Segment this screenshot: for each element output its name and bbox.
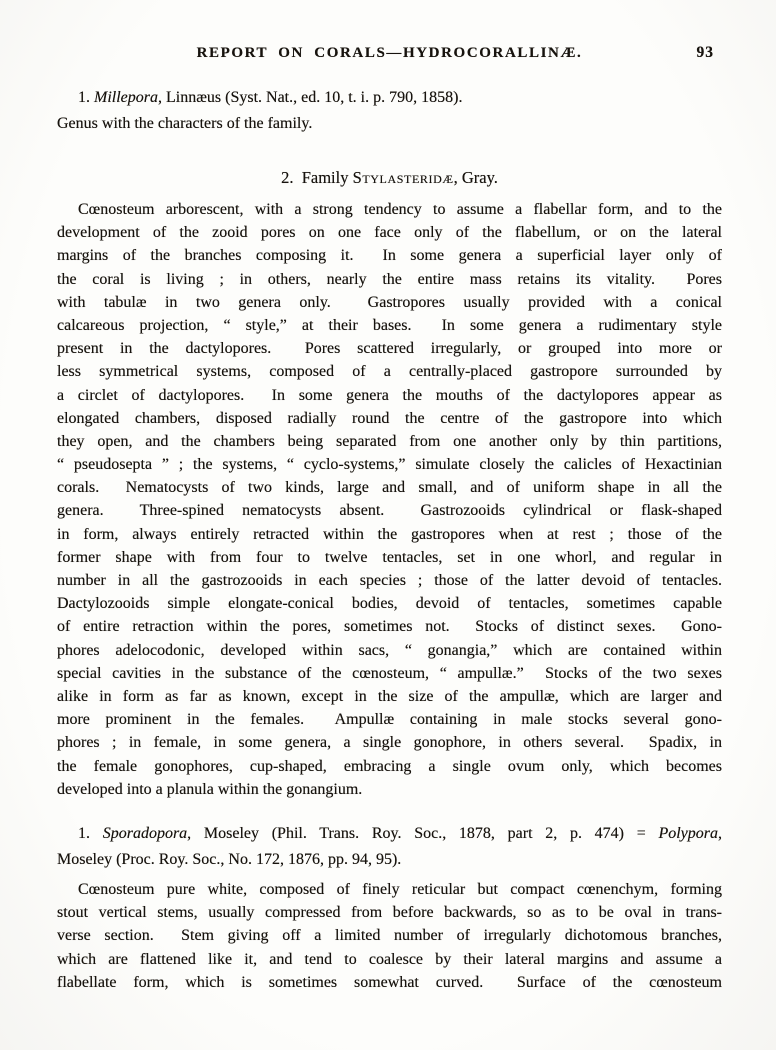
text-line: developed into a planula within the gonangium.: [57, 780, 363, 798]
text-line: present in the dactylopores. Pores scattered irregularly, or grouped into more or: [57, 340, 722, 358]
text-line: Dactylozooids simple elongate-conical bodies, devoid of tentacles, sometimes capable: [57, 595, 722, 613]
text-line: in form, always entirely retracted within the gastropores when at rest ; those of the: [57, 525, 722, 543]
text-line: phores adelocodonic, developed within sacs, “ gonangia,” which are contained within: [57, 641, 722, 659]
text-line: they open, and the chambers being separated from one another only by thin partitions,: [57, 432, 722, 450]
sporadopora-description: [57, 878, 722, 994]
family-heading: 2. Family Stylasteridæ, Gray.: [281, 168, 498, 187]
text-line: which are flattened like it, and tend to coalesce by their lateral margins and assume a: [57, 950, 722, 968]
text-line: Genus with the characters of the family.: [57, 114, 313, 132]
text-line: calcareous projection, “ style,” at their bases. In some genera a rudimentary style: [57, 316, 722, 334]
text-line: corals. Nematocysts of two kinds, large and small, and of uniform shape in all the: [57, 479, 722, 497]
running-head: [57, 44, 722, 62]
text-line: verse section. Stem giving off a limited number of irregularly dichotomous branches,: [57, 927, 722, 945]
text-line: less symmetrical systems, composed of a centrally-placed gastropore surrounded by: [57, 363, 722, 381]
text-line: elongated chambers, disposed radially round the centre of the gastropore into which: [57, 409, 722, 427]
text-line: development of the zooid pores on one face only of the flabellum, or on the lateral: [57, 224, 722, 242]
text-line: genera. Three-spined nematocysts absent. Gastrozooids cylindrical or flask-shaped: [57, 502, 722, 520]
text-line: special cavities in the substance of the cœnosteum, “ ampullæ.” Stocks of the two sexes: [57, 664, 722, 682]
text-line: stout vertical stems, usually compressed from before backwards, so as to be oval in trans-: [57, 904, 722, 922]
text-line: alike in form as far as known, except in the size of the ampullæ, which are larger and: [57, 687, 722, 705]
page-number: 93: [696, 44, 714, 61]
text-line: more prominent in the females. Ampullæ containing in male stocks several gono-: [57, 711, 722, 729]
text-line: phores ; in female, in some genera, a single gonophore, in others several. Spadix, in: [57, 734, 722, 752]
text-line: number in all the gastrozooids in each species ; those of the latter devoid of tentacles.: [57, 572, 722, 589]
text-line: flabellate form, which is sometimes somewhat curved. Surface of the cœnosteum: [57, 973, 722, 991]
text-line: margins of the branches composing it. In some genera a superficial layer only of: [57, 247, 722, 265]
text-line: the coral is living ; in others, nearly the entire mass retains its vitality. Pores: [57, 270, 722, 288]
text-line: a circlet of dactylopores. In some genera the mouths of the dactylopores appear as: [57, 386, 722, 404]
text-line: Cœnosteum arborescent, with a strong tendency to assume a flabellar form, and to the: [78, 201, 722, 218]
text-line: “ pseudosepta ” ; the systems, “ cyclo-systems,” simulate closely the calicles of Hexactinian: [57, 456, 722, 474]
text-line: Moseley (Proc. Roy. Soc., No. 172, 1876, pp. 94, 95).: [57, 850, 402, 868]
text-line: 1. Millepora, Linnæus (Syst. Nat., ed. 10, t. i. p. 790, 1858).: [78, 89, 463, 106]
page-header-title: REPORT ON CORALS—HYDROCORALLINÆ.: [196, 45, 583, 61]
millepora-entry: [57, 85, 722, 136]
text-line: with tabulæ in two genera only. Gastropores usually provided with a conical: [57, 293, 722, 311]
family-description: [57, 198, 722, 801]
text-line: of entire retraction within the pores, sometimes not. Stocks of distinct sexes. Gono-: [57, 618, 722, 636]
text-line: 1. Sporadopora, Moseley (Phil. Trans. Roy. Soc., 1878, part 2, p. 474) = Polypora,: [78, 825, 722, 842]
text-line: Cœnosteum pure white, composed of finely reticular but compact cœnenchym, forming: [78, 881, 722, 898]
text-line: former shape with from four to twelve tentacles, set in one whorl, and regular in: [57, 548, 722, 566]
sporadopora-entry: [57, 821, 722, 872]
text-line: the female gonophores, cup-shaped, embracing a single ovum only, which becomes: [57, 757, 722, 775]
